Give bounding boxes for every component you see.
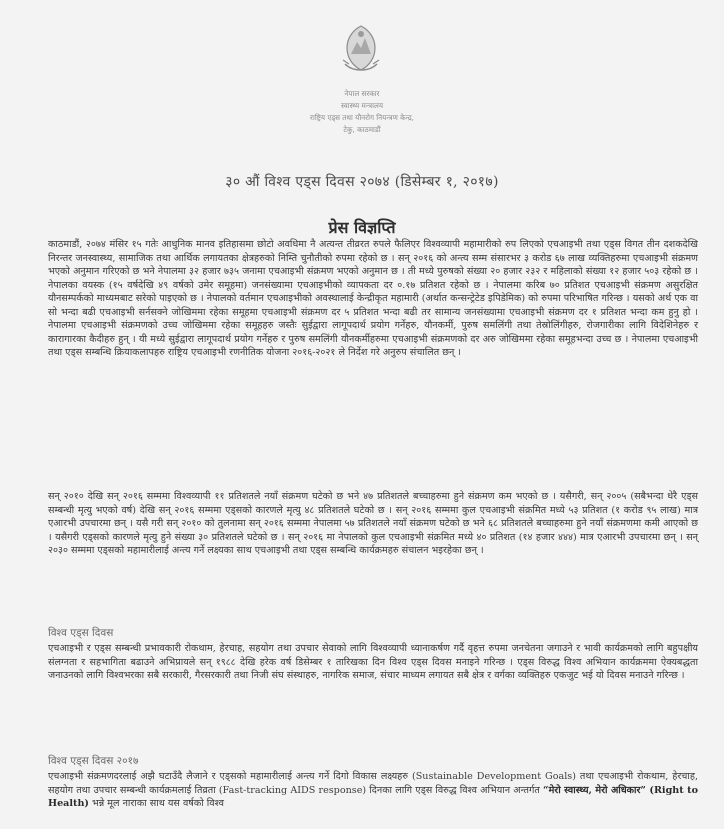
header-ministry: स्वास्थ्य मन्त्रालय	[340, 101, 384, 110]
paragraph-2017-text-end: भन्ने मूल नाराका साथ यस वर्षको विश्व	[92, 798, 224, 809]
nepal-government-emblem-icon	[339, 24, 383, 74]
paragraph-statistics: सन् २०१० देखि सन् २०१६ सम्ममा विश्वव्यापी ११ प्रतिशतले नयाँ संक्रमण घटेको छ भने ४७ प्रतिशतले बच्चाहरुमा हुने संक्रमण कम भएको छ । यसैगरी, सन् २००५ (सबैभन्दा धेरै एड्स सम्बन्धी मृत्यु भएको वर्ष) देखि सन् २०१६ सम्ममा एड्सको कारणले मृत्यु ४८ प्रतिशतले घटेको छ । सन् २०१६ सम्ममा कुल एचआइभी संक्रमित मध्ये ५३ प्रतिशत (१ करोड ९५ लाख) मात्र एआरभी उपचारमा छन् । यसै गरी सन् २०१० को तुलनामा सन् २०१६ सम्ममा नेपालमा ५७ प्रतिशतले नयाँ संक्रमण घटेको छ भने ६८ प्रतिशतले बच्चाहरुमा हुने नयाँ संक्रमणमा कमी आएको छ । यसैगरी एड्सको कारणले मृत्यु हुने संख्या ३० प्रतिशतले घटेको छ । सन् २०१६ मा नेपालको कुल एचआइभी संक्रमित मध्ये ४० प्रतिशत (१४ हजार ४४४) मात्र एआरभी उपचारमा छन् । सन् २०३० सम्ममा एड्सको महामारीलाई अन्त्य गर्ने लक्ष्यका साथ एचआइभी तथा एड्स सम्बन्धि कार्यक्रमहरु संचालन भइरहेका छन् ।	[48, 491, 698, 556]
header-address: टेकु, काठमाडौं	[343, 125, 381, 134]
header-center: राष्ट्रिय एड्स तथा यौनरोग नियन्त्रण केन्द्र,	[310, 113, 414, 122]
subheading-world-aids-day-2017: विश्व एड्स दिवस २०१७	[48, 755, 139, 767]
paragraph-world-aids-day-2017	[48, 770, 698, 811]
event-title: ३० औं विश्व एड्स दिवस २०७४ (डिसेम्बर १, २०१७)	[225, 174, 499, 190]
subheading-world-aids-day: विश्व एड्स दिवस	[48, 627, 114, 639]
header-government: नेपाल सरकार	[344, 89, 380, 98]
press-release-title: प्रेस विज्ञप्ति	[328, 218, 396, 237]
campaign-slogan: “मेरो स्वास्थ्य, मेरो अधिकार” (Right to Health)	[48, 784, 698, 809]
paragraph-2017-text-start: एचआइभी संक्रमणदरलाई अझै घटाउँदै लैजाने र एड्सको महामारीलाई अन्त्य गर्ने दिगो विकास लक्ष्यहरु (Sustainable Development Goals) तथा एचआइभी रोकथाम, हेरचाह, सहयोग तथा उपचार सम्बन्धी कार्यक्रमलाई तिव्रता (Fast-tracking AIDS response) दिनका लागि एड्स विरुद्ध विश्व अभियान अन्तर्गत	[48, 771, 698, 796]
office-header	[0, 88, 724, 136]
paragraph-intro: काठमाडौं, २०७४ मंसिर १५ गतेः आधुनिक मानव इतिहासमा छोटो अवधिमा नै अत्यन्त तीव्ररत रुपले फैलिएर विश्वव्यापी महामारीको रुप लिएको एचआइभी तथा एड्स विगत तीन दशकदेखि निरन्तर जनस्वास्थ्य, सामाजिक तथा आर्थिक लगायतका क्षेत्रहरुको निम्ति चुनौतीको रुपमा रहेको छ । सन् २०१६ को अन्त्य सम्म संसारभर ३ करोड ६७ लाख व्यक्तिहरुमा एचआइभी संक्रमण भएको अनुमान गरिएको छ भने नेपालमा ३२ हजार ७३५ जनामा एचआइभी संक्रमण भएको अनुमान छ । ती मध्ये पुरुषको संख्या २० हजार २३२ र महिलाको संख्या १२ हजार ५०३ रहेको छ । नेपालका वयस्क (१५ वर्षदेखि ४९ वर्षको उमेर समूहमा) जनसंख्यामा एचआइभीको व्यापकता दर ०.१७ प्रतिशत रहेको छ । नेपालमा करिब ७० प्रतिशत एचआइभी संक्रमण असुरक्षित यौनसम्पर्कको माध्यमबाट सरेको पाइएको छ । नेपालको वर्तमान एचआइभीको अवस्थालाई केन्द्रीकृत महामारी (अर्थात कन्सन्ट्रेटेड इपिडेमिक) को रुपमा परिभाषित गरिन्छ । यसको अर्थ एक वा सो भन्दा बढी एचआइभी सर्नसक्ने जोखिममा रहेका समूहमा एचआइभी संक्रमण दर ५ प्रतिशत भन्दा बढी तर सामान्य जनसंख्यामा एचआइभी संक्रमण दर १ प्रतिशत भन्दा कम हुनु हो । नेपालमा एचआइभी संक्रमणको उच्च जोखिममा रहेका समूहहरु जस्तैः सुईद्वारा लागूपदार्थ प्रयोग गर्नेहरु, यौनकर्मी, पुरुष समलिंगी तथा तेस्रोलिंगीहरु, रोजगारीका लागि विदेशिनेहरु र कारागारका कैदीहरु हुन् । यी मध्ये सुईद्वारा लागूपदार्थ प्रयोग गर्नेहरु र पुरुष समलिंगी यौनकर्मीहरुमा एचआइभी संक्रमणको दर अरु जोखिममा रहेका समूहभन्दा उच्च छ । नेपालमा एचआइभी तथा एड्स सम्बन्धि क्रियाकलापहरु राष्ट्रिय एचआइभी रणनीतिक योजना २०१६-२०२१ ले निर्देश गरे अनुरुप संचालित छन् ।	[48, 239, 698, 358]
paragraph-world-aids-day: एचआइभी र एड्स सम्बन्धी प्रभावकारी रोकथाम, हेरचाह, सहयोग तथा उपचार सेवाको लागि विश्वव्यापी ध्यानाकर्षण गर्दै वृहत्त रुपमा जनचेतना जगाउने र भावी कार्यक्रमको लागि बहुपक्षीय संलग्नता र सहभागिता बढाउने अभिप्रायले सन् १९८८ देखि हरेक वर्ष डिसेम्बर १ तारिखका दिन विश्व एड्स दिवस मनाइने गरिन्छ । एड्स विरुद्ध विश्व अभियान कार्यक्रममा ऐक्यबद्धता जनाउनको लागि विश्वभरका सबै सरकारी, गैरसरकारी तथा निजी संघ संस्थाहरु, नागरिक समाज, संचार माध्यम लगायत सबै क्षेत्र र वर्गका व्यक्तिहरु एकजुट भई यो दिवस मनाउने गरिन्छ ।	[48, 643, 698, 681]
